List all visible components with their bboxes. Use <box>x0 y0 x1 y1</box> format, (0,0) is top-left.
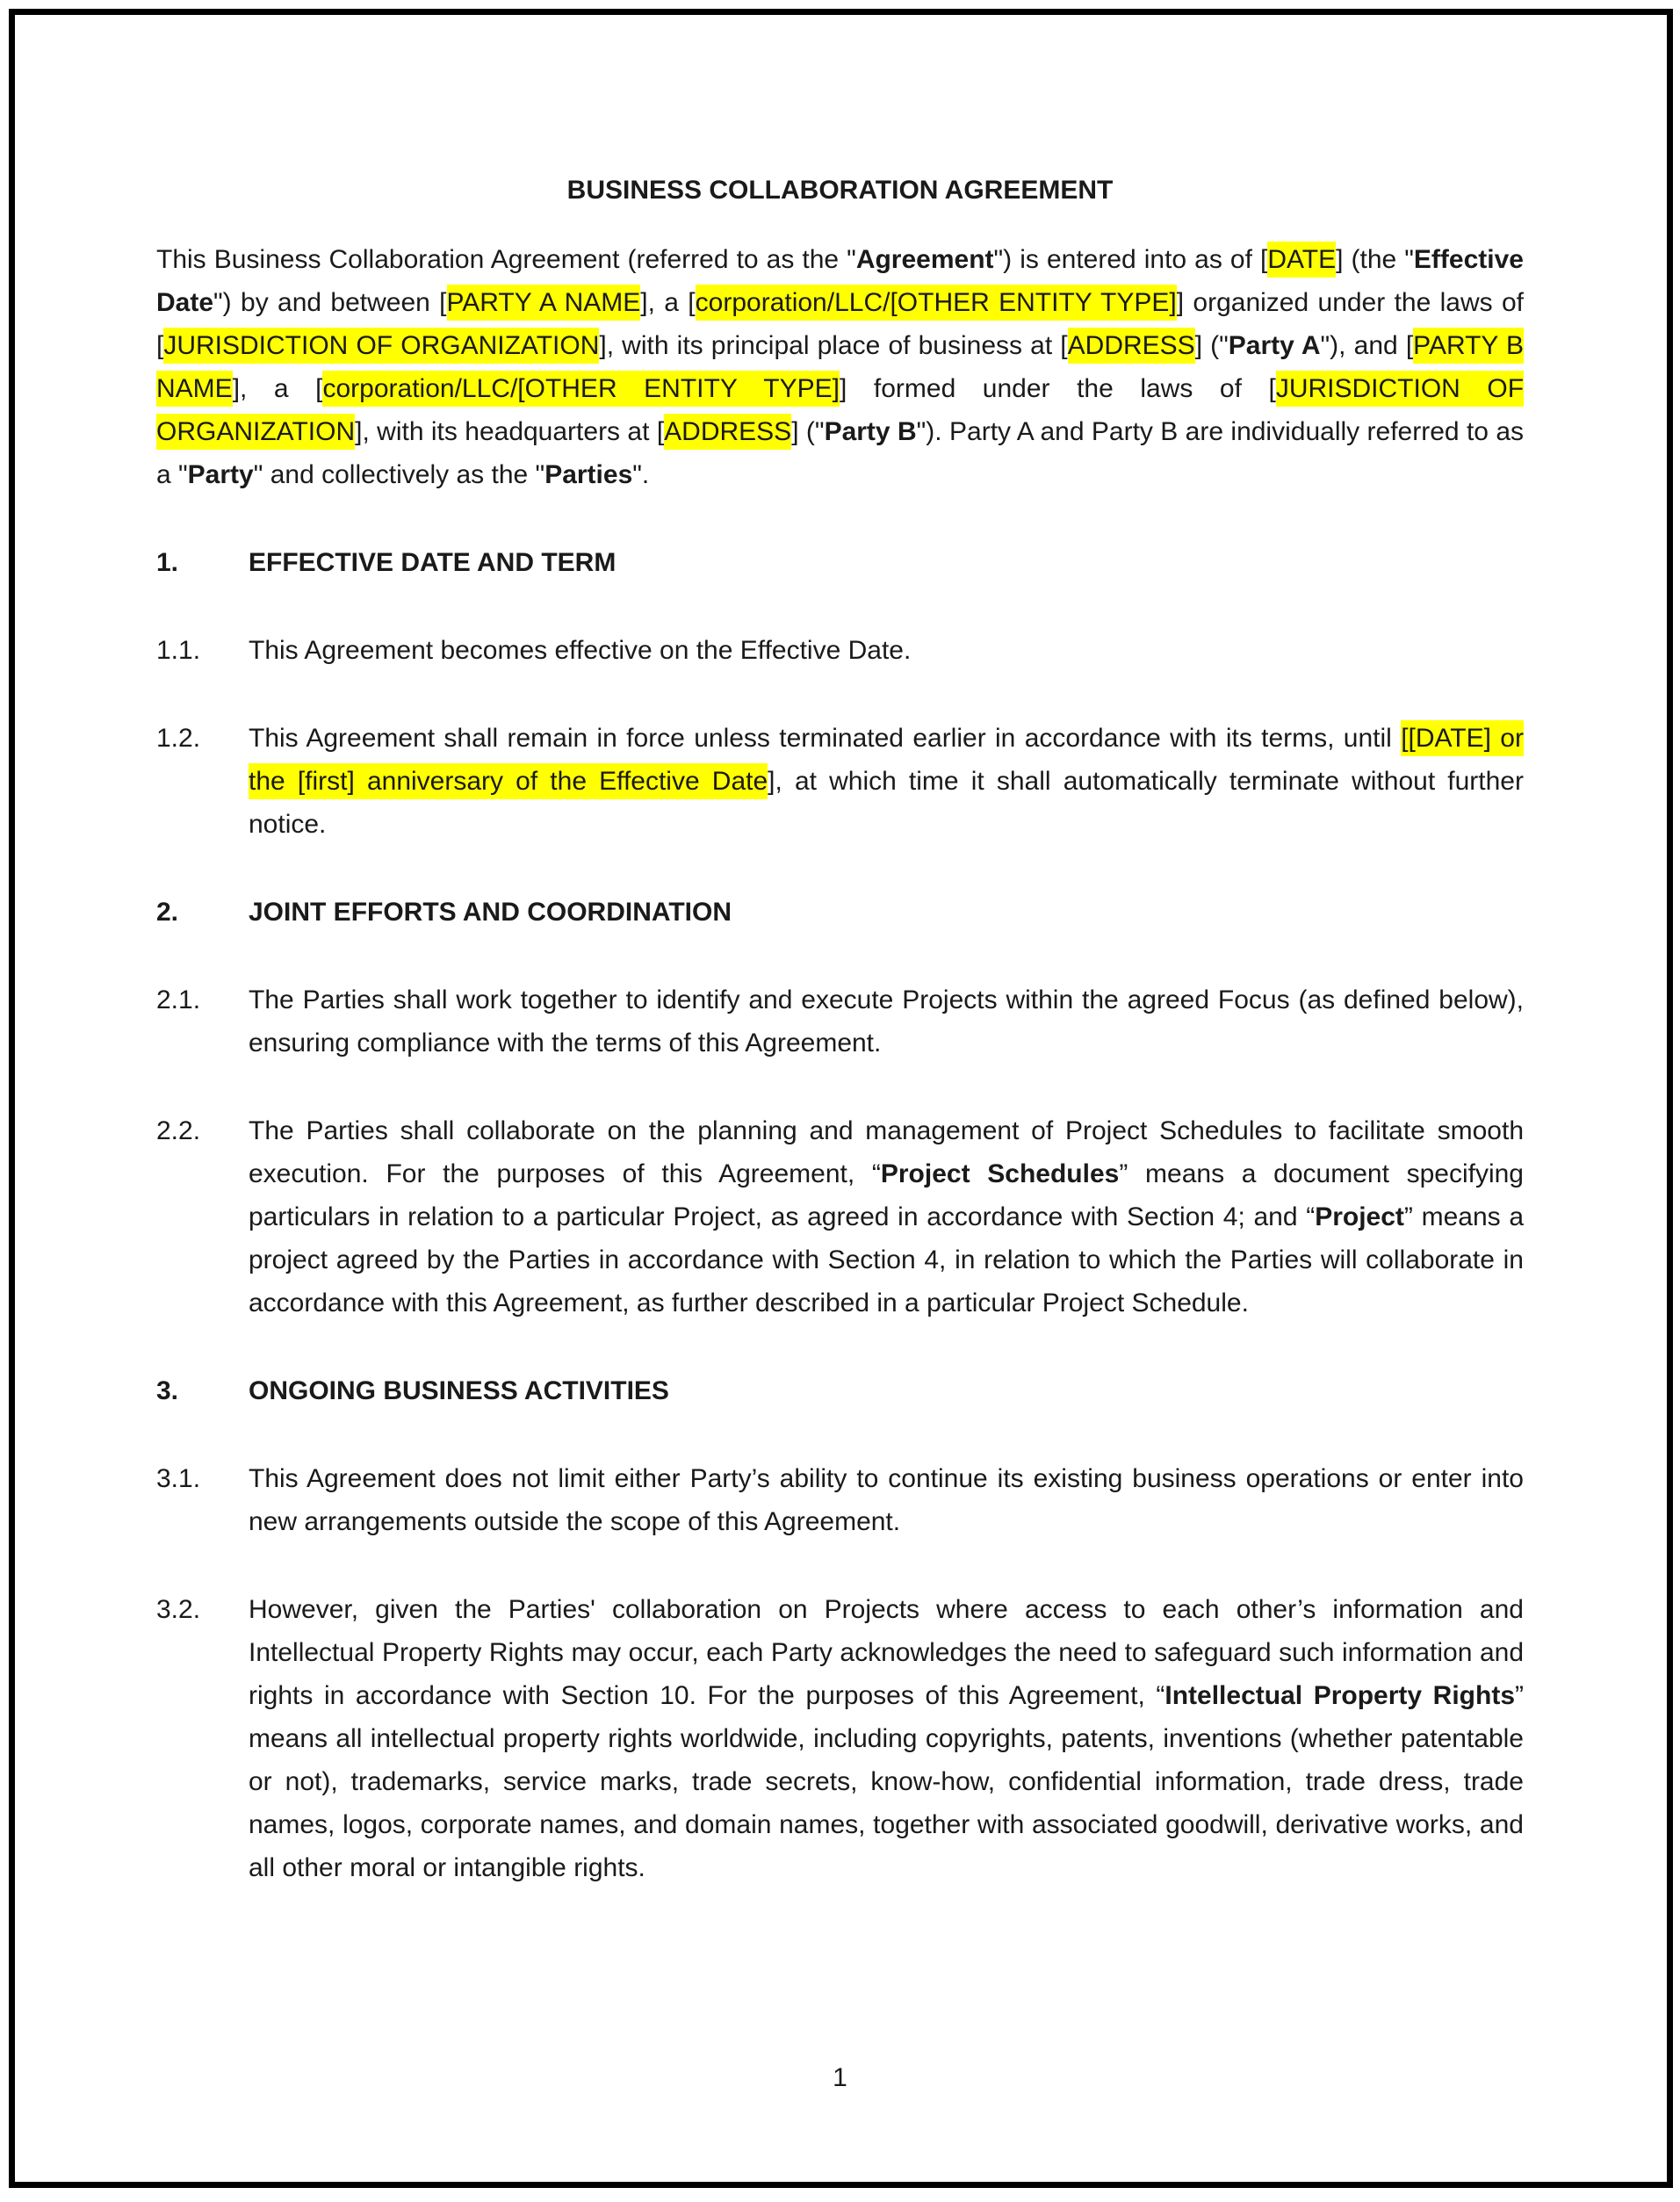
section-heading-text: JOINT EFFORTS AND COORDINATION <box>249 898 732 927</box>
clause-2-1 <box>156 978 1524 1065</box>
clause-number: 2.1. <box>156 985 201 1014</box>
document-content <box>156 169 1524 1934</box>
document-title: BUSINESS COLLABORATION AGREEMENT <box>566 176 1114 205</box>
clause-1-2 <box>156 717 1524 846</box>
section-1-heading <box>156 541 1524 584</box>
section-heading-text: ONGOING BUSINESS ACTIVITIES <box>249 1376 669 1405</box>
page-number: 1 <box>833 2063 847 2092</box>
section-heading-text: EFFECTIVE DATE AND TERM <box>249 548 616 577</box>
clause-number: 1.2. <box>156 724 201 753</box>
section-number: 1. <box>156 548 179 577</box>
clause-text: This Agreement shall remain in force unless terminated earlier in accordance with its terms, until [[DATE] or the [first] anniversary of the Effective Date], at which time it shall automatically terminate without further notice. <box>249 717 1524 846</box>
section-number: 2. <box>156 898 179 927</box>
clause-text: However, given the Parties' collaboration on Projects where access to each other’s information and Intellectual Property Rights may occur, each Party acknowledges the need to safeguard such information and rights in accordance with Section 10. For the purposes of this Agreement, “Intellectual Property Rights” means all intellectual property rights worldwide, including copyrights, patents, inventions (whether patentable or not), trademarks, service marks, trade secrets, know-how, confidential information, trade dress, trade names, logos, corporate names, and domain names, together with associated goodwill, derivative works, and all other moral or intangible rights. <box>249 1595 1524 1882</box>
clause-number: 2.2. <box>156 1116 201 1145</box>
clause-number: 1.1. <box>156 636 201 665</box>
clause-text: The Parties shall work together to identify and execute Projects within the agreed Focus (as defined below), ensuring compliance with the terms of this Agreement. <box>249 985 1524 1058</box>
section-2-heading <box>156 891 1524 934</box>
clause-text: This Agreement becomes effective on the Effective Date. <box>249 636 912 665</box>
intro-paragraph: This Business Collaboration Agreement (referred to as the "Agreement") is entered into as of [DATE] (the "Effective Date") by and between [PARTY A NAME], a [corporation/LLC/[OTHER ENTITY TYPE]] organized under the laws of [JURISDICTION OF ORGANIZATION], with its principal place of business at [ADDRESS] ("Party A"), and [PARTY B NAME], a [corporation/LLC/[OTHER ENTITY TYPE]] formed under the laws of [JURISDICTION OF ORGANIZATION], with its headquarters at [ADDRESS] ("Party B"). Party A and Party B are individually referred to as a "Party" and collectively as the "Parties". <box>156 238 1524 496</box>
clause-text: The Parties shall collaborate on the planning and management of Project Schedules to facilitate smooth execution. For the purposes of this Agreement, “Project Schedules” means a document specifying particulars in relation to a particular Project, as agreed in accordance with Section 4; and “Project” means a project agreed by the Parties in accordance with Section 4, in relation to which the Parties will collaborate in accordance with this Agreement, as further described in a particular Project Schedule. <box>249 1116 1525 1318</box>
clause-1-1 <box>156 629 1524 672</box>
clause-3-1 <box>156 1457 1524 1543</box>
clause-2-2 <box>156 1109 1524 1325</box>
section-number: 3. <box>156 1376 179 1405</box>
clause-number: 3.1. <box>156 1464 201 1493</box>
clause-text: This Agreement does not limit either Party’s ability to continue its existing business operations or enter into new arrangements outside the scope of this Agreement. <box>249 1464 1524 1536</box>
clause-number: 3.2. <box>156 1595 201 1624</box>
clause-3-2 <box>156 1588 1524 1889</box>
section-3-heading <box>156 1369 1524 1412</box>
